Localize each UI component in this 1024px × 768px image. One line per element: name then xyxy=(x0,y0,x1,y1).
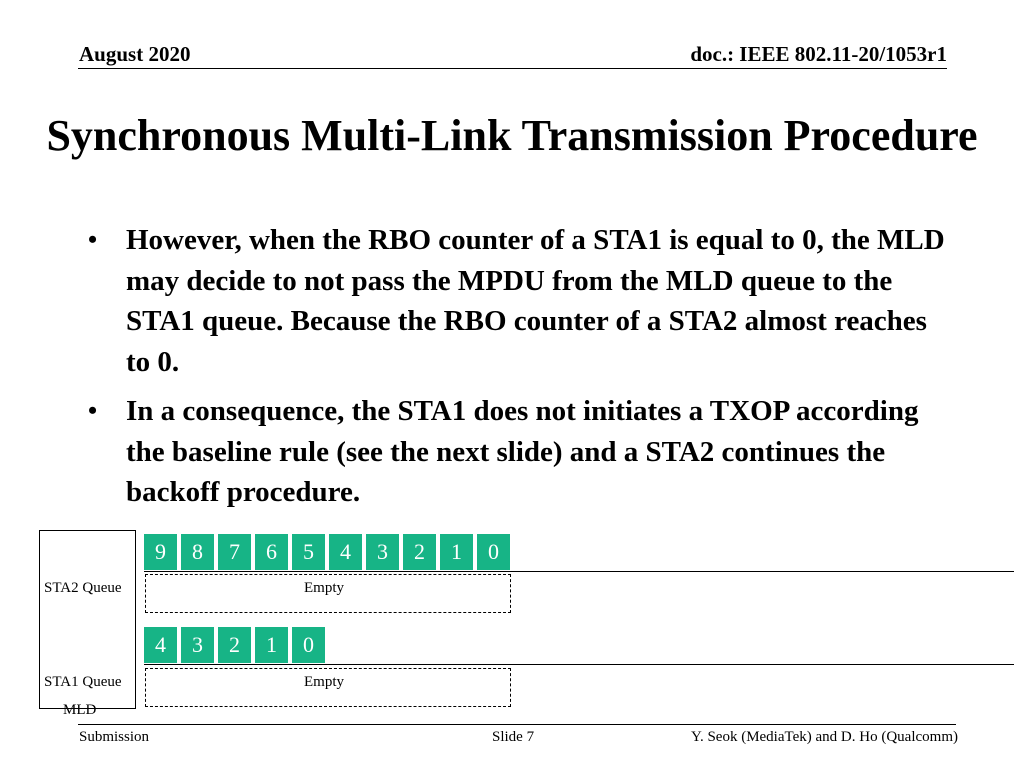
bullet-icon: • xyxy=(88,396,98,425)
sta1-counter-cell: 1 xyxy=(255,627,290,663)
sta2-counter-cell: 3 xyxy=(366,534,401,570)
sta2-counter-cell: 9 xyxy=(144,534,179,570)
footer-authors: Y. Seok (MediaTek) and D. Ho (Qualcomm) xyxy=(691,729,958,745)
bullet-text: However, when the RBO counter of a STA1 is equal to 0, the MLD may decide to not pass the MPDU from the MLD queue to the STA1 queue. Because the RBO counter of a STA2 almost reaches to 0. xyxy=(126,224,945,378)
sta1-timeline xyxy=(144,664,1014,665)
sta1-counter-cell: 0 xyxy=(292,627,327,663)
sta1-counter-cell: 3 xyxy=(181,627,216,663)
sta2-counter-cell: 5 xyxy=(292,534,327,570)
header-doc-id: doc.: IEEE 802.11-20/1053r1 xyxy=(690,42,947,66)
footer-slide-number: Slide 7 xyxy=(492,729,535,745)
sta1-queue-empty: Empty xyxy=(304,674,344,690)
sta2-counter-cell: 8 xyxy=(181,534,216,570)
sta2-counter-cell: 0 xyxy=(477,534,512,570)
slide-title: Synchronous Multi-Link Transmission Procedure xyxy=(46,111,978,160)
sta2-timeline xyxy=(144,571,1014,572)
sta2-queue-label: STA2 Queue xyxy=(44,580,122,596)
sta1-counter-cell: 2 xyxy=(218,627,253,663)
header-rule xyxy=(78,68,947,69)
sta1-queue-label: STA1 Queue xyxy=(44,674,122,690)
sta2-backoff-counter xyxy=(144,534,514,570)
bullet-item xyxy=(88,391,958,513)
sta2-counter-cell: 6 xyxy=(255,534,290,570)
header-date: August 2020 xyxy=(79,42,191,66)
sta1-counter-cell: 4 xyxy=(144,627,179,663)
mld-label: MLD xyxy=(63,702,97,718)
footer-rule xyxy=(78,724,956,725)
sta2-queue-empty: Empty xyxy=(304,580,344,596)
bullet-icon: • xyxy=(88,225,98,254)
bullet-list xyxy=(88,220,958,522)
footer-submission: Submission xyxy=(79,729,150,745)
bullet-text: In a consequence, the STA1 does not initiates a TXOP according the baseline rule (see the next slide) and a STA2 continues the backoff procedure. xyxy=(126,395,919,508)
sta1-backoff-counter xyxy=(144,627,329,663)
bullet-item xyxy=(88,220,958,382)
sta2-counter-cell: 7 xyxy=(218,534,253,570)
sta2-counter-cell: 1 xyxy=(440,534,475,570)
sta2-counter-cell: 4 xyxy=(329,534,364,570)
sta2-counter-cell: 2 xyxy=(403,534,438,570)
